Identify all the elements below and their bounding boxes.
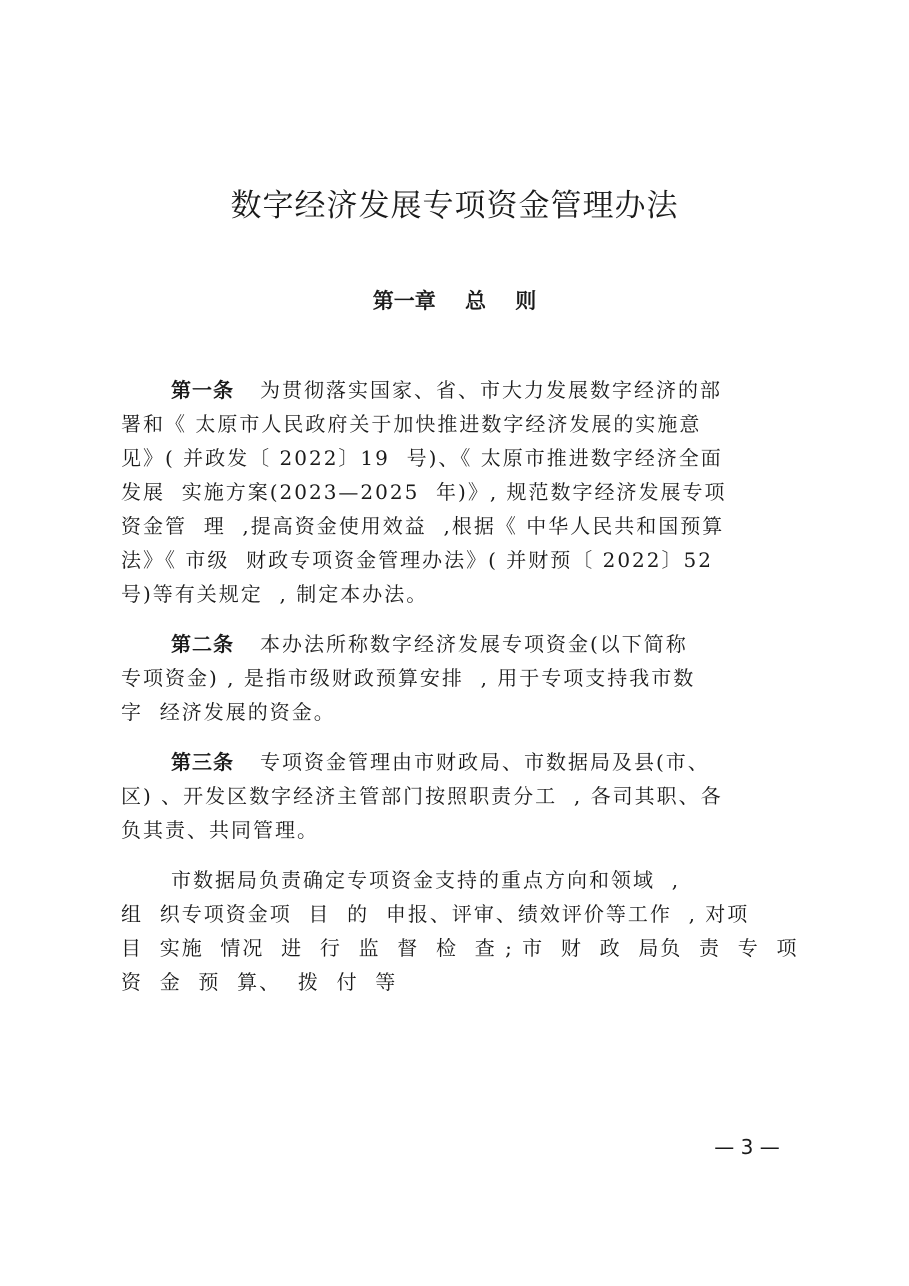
- paragraph-line: 资 金 预 算、 拨 付 等: [121, 970, 398, 994]
- document-title: 数字经济发展专项资金管理办法: [230, 188, 679, 224]
- paragraph-line: 字 经济发展的资金。: [121, 700, 336, 724]
- article-label: 第三条: [171, 750, 234, 774]
- paragraph-line: 发展 实施方案(2023—2025 年)》, 规范数字经济发展专项: [121, 480, 727, 504]
- paragraph-line: 专项资金) , 是指市级财政预算安排 , 用于专项支持我市数: [121, 666, 696, 690]
- article-2-line-1: [121, 627, 806, 661]
- article-1-line-1: [121, 373, 806, 407]
- paragraph-line: 署和《 太原市人民政府关于加快推进数字经济发展的实施意: [121, 412, 702, 436]
- article-3-line-1: [121, 745, 806, 779]
- paragraph-line: 目 实施 情况 进 行 监 督 检 查 ; 市 财 政 局负 责 专 项: [121, 936, 799, 960]
- page-number: — 3 —: [714, 1135, 780, 1159]
- paragraph-line: 组 织专项资金项 目 的 申报、评审、绩效评价等工作 , 对项: [121, 902, 750, 926]
- paragraph-line: 负其责、共同管理。: [121, 818, 319, 842]
- article-label: 第一条: [171, 378, 234, 402]
- paragraph-4: [121, 863, 806, 999]
- article-label: 第二条: [171, 632, 234, 656]
- article-2: [121, 627, 806, 729]
- paragraph-line: 资金管 理 ,提高资金使用效益 ,根据《 中华人民共和国预算: [121, 514, 725, 538]
- paragraph-text: 为贯彻落实国家、省、市大力发展数字经济的部: [260, 378, 722, 402]
- paragraph-text: 专项资金管理由市财政局、市数据局及县(市、: [260, 750, 710, 774]
- paragraph-line: 市数据局负责确定专项资金支持的重点方向和领域 ,: [171, 868, 681, 892]
- article-3: [121, 745, 806, 847]
- paragraph-line: 区) 、开发区数字经济主管部门按照职责分工 , 各司其职、各: [121, 784, 723, 808]
- paragraph-text: 本办法所称数字经济发展专项资金(以下简称: [260, 632, 688, 656]
- paragraph-line: 号)等有关规定 , 制定本办法。: [121, 582, 429, 606]
- chapter-heading: 第一章 总 则: [372, 289, 537, 313]
- paragraph-line: 法》《 市级 财政专项资金管理办法》( 并财预〔 2022〕52: [121, 548, 713, 572]
- article-1: [121, 373, 806, 611]
- document-body: [121, 373, 806, 1015]
- paragraph-line: 见》( 并政发〔 2022〕19 号)、《 太原市推进数字经济全面: [121, 446, 723, 470]
